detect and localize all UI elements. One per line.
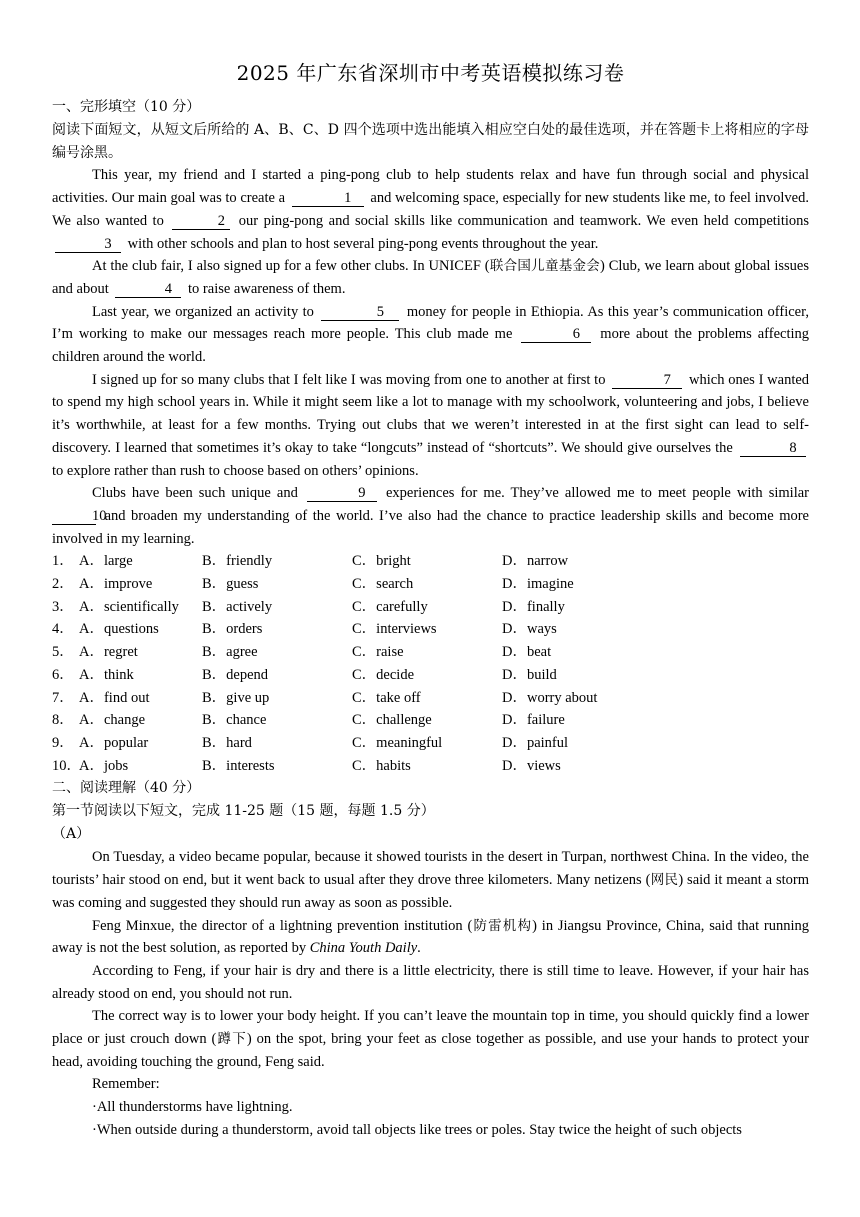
option-a: A．questions [79,621,159,638]
text: . [417,940,421,957]
text: and welcoming space, especially for new students like me, to feel involved. We also wanted to [52,190,809,229]
option-b: B．hard [202,734,252,751]
option-row [52,732,809,755]
text: ) in Jiangsu Province, China, said that running away is not the best solution, as reported by [52,917,810,957]
text: ) on the spot, bring your feet as close together as possible, and use your hands to protect your head, avoiding touching the ground, Feng said. [52,1031,810,1070]
option-b: B．interests [202,757,275,774]
option-c: C．search [352,576,414,593]
part2-heading: 二、阅读理解（40 分） [52,780,201,797]
option-a: A．popular [79,734,149,751]
cloze-paragraph-1 [52,164,809,255]
text: money for people in Ethiopia. As this year’s communication officer, I’m working to make our messages reach more people. This club made me [52,303,809,343]
option-b: B．friendly [202,553,273,570]
text: I signed up for so many clubs that I felt like I was moving from one to another at first to [92,371,606,388]
option-a: A．think [79,666,134,683]
blank-10: 10 [52,508,96,525]
source-name: China Youth Daily [309,940,418,957]
text: ) said it meant a storm was coming and suggested they should run away as soon as possible. [52,872,810,911]
chinese-gloss: 联合国儿童基金会 [489,258,601,275]
cloze-paragraph-2 [52,255,809,300]
text: our ping-pong and social skills like communication and teamwork. We even held competitions [238,212,810,229]
option-a: A．regret [79,644,138,661]
option-a: A．improve [79,576,153,593]
chinese-gloss: 网民 [650,872,679,889]
option-d: D．imagine [502,576,574,593]
option-d: D．failure [502,712,565,729]
option-d: D．narrow [502,553,569,570]
option-b: B．depend [202,666,269,683]
option-row [52,618,809,641]
blank-5: 5 [321,304,399,321]
option-d: D．worry about [502,689,598,706]
option-row [52,641,809,664]
text: more about the problems affecting children around the world. [52,326,810,366]
option-d: D．finally [502,598,565,615]
reading-paragraph-1 [52,846,809,914]
option-a: A．change [79,712,146,729]
question-number: 10． [52,757,81,774]
option-d: D．beat [502,644,552,661]
option-row [52,687,809,710]
text: Last year, we organized an activity to [92,303,314,320]
option-c: C．bright [352,553,411,570]
answer-options [52,550,809,777]
part2-subheading: 第一节阅读以下短文，完成 11-25 题（15 题，每题 1.5 分） [52,803,435,820]
option-c: C．take off [352,689,421,706]
option-c: C．meaningful [352,734,443,751]
question-number: 9． [52,734,74,751]
cloze-paragraph-4 [52,369,809,483]
bullet-1: ·All thunderstorms have lightning. [92,1099,293,1116]
chinese-gloss: 蹲下 [216,1031,247,1048]
question-number: 6． [52,666,74,683]
option-a: A．jobs [79,757,129,774]
text: This year, my friend and I started a ping-pong club to help students relax and have fun through social and physical activities. Our main goal was to create a [52,167,809,207]
chinese-gloss: 防雷机构 [472,917,533,934]
text: with other schools and plan to host several ping-pong events throughout the year. [127,235,599,252]
option-b: B．chance [202,712,267,729]
text: On Tuesday, a video became popular, because it showed tourists in the desert in Turpan, northwest China. In the video, the tourists’ hair stood on end, but it went back to usual after they drove three kilometers. Many netizens ( [52,849,809,889]
option-a: A．scientifically [79,598,179,615]
blank-3: 3 [55,236,121,253]
exam-page [52,58,809,1142]
text: Clubs have been such unique and [92,485,298,502]
page-title: 2025 年广东省深圳市中考英语模拟练习卷 [236,61,625,85]
text: At the club fair, I also signed up for a few other clubs. In UNICEF ( [92,258,490,275]
question-number: 2． [52,576,74,593]
blank-1: 1 [292,190,364,207]
reading-paragraph-4 [52,1005,809,1073]
option-row [52,550,809,573]
cloze-paragraph-3 [52,301,809,369]
option-d: D．build [502,666,557,683]
text: to explore rather than rush to choose based on others’ opinions. [52,462,419,479]
text: Feng Minxue, the director of a lightning prevention institution ( [92,917,473,934]
option-d: D．views [502,757,561,774]
option-c: C．carefully [352,598,428,615]
question-number: 1． [52,553,74,570]
reading-paragraph-3: According to Feng, if your hair is dry and there is a little electricity, there is still time to leave. However, if your hair has already stood on end, you should not run. [52,962,809,1002]
question-number: 8． [52,712,74,729]
part1-instruction: 阅读下面短文，从短文后所给的 A、B、C、D 四个选项中选出能填入相应空白处的最佳选项，并在答题卡上将相应的字母编号涂黑。 [52,122,809,161]
option-row [52,573,809,596]
question-number: 4． [52,621,74,638]
option-b: B．orders [202,621,263,638]
option-c: C．challenge [352,712,432,729]
bullet-2: ·When outside during a thunderstorm, avoid tall objects like trees or poles. Stay twice the height of such objects [92,1121,742,1138]
blank-9: 9 [307,485,377,502]
option-row [52,755,809,778]
text: and broaden my understanding of the world. I’ve also had the chance to practice leadership skills and become more involved in my learning. [52,507,809,547]
option-c: C．habits [352,757,411,774]
text: The correct way is to lower your body height. If you can’t leave the mountain top in time, you should quickly find a lower place or just crouch down ( [52,1008,809,1048]
option-b: B．agree [202,644,258,661]
question-number: 3． [52,598,74,615]
option-b: B．actively [202,598,273,615]
passage-label: （A） [52,826,91,843]
option-row [52,664,809,687]
option-row [52,709,809,732]
part1-heading: 一、完形填空（10 分） [52,99,201,115]
blank-4: 4 [115,281,181,298]
text: experiences for me. They’ve allowed me to meet people with similar [385,485,810,502]
remember-heading: Remember: [92,1076,160,1093]
blank-7: 7 [612,372,682,389]
blank-6: 6 [521,326,591,343]
option-a: A．find out [79,689,150,706]
option-d: D．painful [502,734,569,751]
cloze-paragraph-5 [52,482,809,550]
blank-2: 2 [172,213,230,230]
question-number: 7． [52,689,74,706]
option-c: C．raise [352,644,404,661]
text: to raise awareness of them. [188,280,346,297]
text: ) Club, we learn about global issues and about [52,258,809,297]
option-b: B．guess [202,576,259,593]
option-c: C．decide [352,666,415,683]
option-b: B．give up [202,689,270,706]
question-number: 5． [52,644,74,661]
option-c: C．interviews [352,621,437,638]
option-row [52,596,809,619]
option-d: D．ways [502,621,557,638]
option-a: A．large [79,553,133,570]
blank-8: 8 [740,440,806,457]
reading-paragraph-2 [52,915,809,960]
text: which ones I wanted to spend my high school years in. While it might seem like a lot to manage with my schoolwork, volunteering and jobs, I believe it’s worthwhile, at least for a few months. Trying out clubs that we weren’t interested in at the first sight can lead to self-discovery. I learned that sometimes it’s okay to take “longcuts” instead of “shortcuts”. We should give ourselves the [52,371,810,456]
